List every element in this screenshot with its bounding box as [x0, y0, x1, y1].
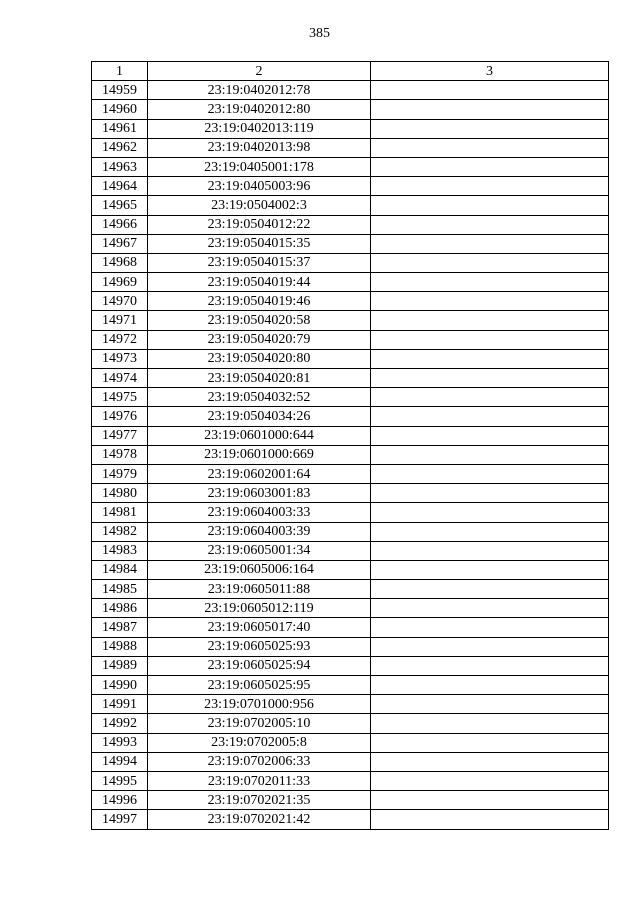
table-row [92, 599, 609, 618]
row-number-cell: 14977 [92, 426, 148, 445]
table-row [92, 522, 609, 541]
table-row [92, 445, 609, 464]
page-number: 385 [309, 26, 330, 41]
cadastral-number-cell: 23:19:0504034:26 [148, 407, 371, 426]
row-number-cell: 14976 [92, 407, 148, 426]
row-number-cell: 14984 [92, 560, 148, 579]
cadastral-number-cell: 23:19:0402012:78 [148, 81, 371, 100]
table-row [92, 311, 609, 330]
table-row [92, 196, 609, 215]
table-row [92, 100, 609, 119]
cadastral-number-cell: 23:19:0504019:44 [148, 273, 371, 292]
cadastral-number-cell: 23:19:0605011:88 [148, 580, 371, 599]
cadastral-number-cell: 23:19:0702011:33 [148, 771, 371, 790]
note-cell [371, 369, 609, 388]
cadastral-number-cell: 23:19:0702021:35 [148, 791, 371, 810]
note-cell [371, 464, 609, 483]
note-cell [371, 388, 609, 407]
cadastral-number-cell: 23:19:0702021:42 [148, 810, 371, 829]
registry-table [91, 61, 609, 830]
note-cell [371, 810, 609, 829]
table-header-row [92, 62, 609, 81]
table-row [92, 791, 609, 810]
cadastral-number-cell: 23:19:0702005:8 [148, 733, 371, 752]
row-number-cell: 14995 [92, 771, 148, 790]
table-row [92, 695, 609, 714]
row-number-cell: 14970 [92, 292, 148, 311]
cadastral-number-cell: 23:19:0402013:98 [148, 138, 371, 157]
table-row [92, 426, 609, 445]
note-cell [371, 637, 609, 656]
cadastral-number-cell: 23:19:0604003:39 [148, 522, 371, 541]
row-number-cell: 14994 [92, 752, 148, 771]
row-number-cell: 14959 [92, 81, 148, 100]
table-row [92, 273, 609, 292]
note-cell [371, 100, 609, 119]
cadastral-number-cell: 23:19:0504015:37 [148, 253, 371, 272]
note-cell [371, 157, 609, 176]
row-number-cell: 14981 [92, 503, 148, 522]
table-row [92, 119, 609, 138]
note-cell [371, 599, 609, 618]
column-header-2: 2 [148, 62, 371, 81]
note-cell [371, 215, 609, 234]
note-cell [371, 676, 609, 695]
table-row [92, 157, 609, 176]
row-number-cell: 14992 [92, 714, 148, 733]
row-number-cell: 14989 [92, 656, 148, 675]
note-cell [371, 445, 609, 464]
note-cell [371, 503, 609, 522]
column-header-3: 3 [371, 62, 609, 81]
table-row [92, 752, 609, 771]
cadastral-number-cell: 23:19:0702006:33 [148, 752, 371, 771]
row-number-cell: 14979 [92, 464, 148, 483]
note-cell [371, 177, 609, 196]
cadastral-number-cell: 23:19:0605025:94 [148, 656, 371, 675]
table-body [92, 81, 609, 829]
cadastral-number-cell: 23:19:0605017:40 [148, 618, 371, 637]
row-number-cell: 14987 [92, 618, 148, 637]
note-cell [371, 541, 609, 560]
cadastral-number-cell: 23:19:0605025:95 [148, 676, 371, 695]
row-number-cell: 14967 [92, 234, 148, 253]
row-number-cell: 14985 [92, 580, 148, 599]
cadastral-number-cell: 23:19:0701000:956 [148, 695, 371, 714]
cadastral-number-cell: 23:19:0504020:79 [148, 330, 371, 349]
cadastral-number-cell: 23:19:0605001:34 [148, 541, 371, 560]
note-cell [371, 656, 609, 675]
table-row [92, 292, 609, 311]
row-number-cell: 14964 [92, 177, 148, 196]
row-number-cell: 14966 [92, 215, 148, 234]
row-number-cell: 14973 [92, 349, 148, 368]
column-header-1: 1 [92, 62, 148, 81]
row-number-cell: 14983 [92, 541, 148, 560]
cadastral-number-cell: 23:19:0504015:35 [148, 234, 371, 253]
cadastral-number-cell: 23:19:0702005:10 [148, 714, 371, 733]
note-cell [371, 426, 609, 445]
row-number-cell: 14975 [92, 388, 148, 407]
row-number-cell: 14986 [92, 599, 148, 618]
row-number-cell: 14969 [92, 273, 148, 292]
row-number-cell: 14971 [92, 311, 148, 330]
row-number-cell: 14991 [92, 695, 148, 714]
table-row [92, 138, 609, 157]
cadastral-number-cell: 23:19:0504020:80 [148, 349, 371, 368]
row-number-cell: 14990 [92, 676, 148, 695]
row-number-cell: 14968 [92, 253, 148, 272]
table-row [92, 771, 609, 790]
table-row [92, 407, 609, 426]
table-row [92, 388, 609, 407]
note-cell [371, 407, 609, 426]
cadastral-number-cell: 23:19:0603001:83 [148, 484, 371, 503]
note-cell [371, 484, 609, 503]
note-cell [371, 330, 609, 349]
table-row [92, 580, 609, 599]
table-row [92, 484, 609, 503]
note-cell [371, 349, 609, 368]
cadastral-number-cell: 23:19:0504032:52 [148, 388, 371, 407]
table-row [92, 810, 609, 829]
table-row [92, 637, 609, 656]
note-cell [371, 292, 609, 311]
row-number-cell: 14960 [92, 100, 148, 119]
cadastral-number-cell: 23:19:0402012:80 [148, 100, 371, 119]
note-cell [371, 253, 609, 272]
note-cell [371, 138, 609, 157]
row-number-cell: 14963 [92, 157, 148, 176]
table-row [92, 676, 609, 695]
table-row [92, 81, 609, 100]
cadastral-number-cell: 23:19:0504012:22 [148, 215, 371, 234]
cadastral-number-cell: 23:19:0605006:164 [148, 560, 371, 579]
cadastral-number-cell: 23:19:0602001:64 [148, 464, 371, 483]
note-cell [371, 234, 609, 253]
cadastral-number-cell: 23:19:0504002:3 [148, 196, 371, 215]
table-row [92, 349, 609, 368]
note-cell [371, 311, 609, 330]
cadastral-number-cell: 23:19:0605012:119 [148, 599, 371, 618]
table-row [92, 234, 609, 253]
table-row [92, 215, 609, 234]
note-cell [371, 196, 609, 215]
note-cell [371, 695, 609, 714]
row-number-cell: 14980 [92, 484, 148, 503]
row-number-cell: 14996 [92, 791, 148, 810]
cadastral-number-cell: 23:19:0605025:93 [148, 637, 371, 656]
note-cell [371, 273, 609, 292]
row-number-cell: 14997 [92, 810, 148, 829]
table-row [92, 503, 609, 522]
cadastral-number-cell: 23:19:0402013:119 [148, 119, 371, 138]
table-row [92, 253, 609, 272]
table-row [92, 541, 609, 560]
cadastral-number-cell: 23:19:0601000:669 [148, 445, 371, 464]
note-cell [371, 81, 609, 100]
row-number-cell: 14982 [92, 522, 148, 541]
note-cell [371, 522, 609, 541]
table-row [92, 330, 609, 349]
row-number-cell: 14962 [92, 138, 148, 157]
note-cell [371, 560, 609, 579]
note-cell [371, 618, 609, 637]
table-row [92, 714, 609, 733]
row-number-cell: 14965 [92, 196, 148, 215]
table-row [92, 656, 609, 675]
row-number-cell: 14988 [92, 637, 148, 656]
table-row [92, 733, 609, 752]
table-row [92, 177, 609, 196]
row-number-cell: 14974 [92, 369, 148, 388]
cadastral-number-cell: 23:19:0405001:178 [148, 157, 371, 176]
cadastral-number-cell: 23:19:0504020:58 [148, 311, 371, 330]
note-cell [371, 119, 609, 138]
table-row [92, 560, 609, 579]
note-cell [371, 791, 609, 810]
cadastral-number-cell: 23:19:0405003:96 [148, 177, 371, 196]
note-cell [371, 733, 609, 752]
row-number-cell: 14993 [92, 733, 148, 752]
note-cell [371, 714, 609, 733]
row-number-cell: 14961 [92, 119, 148, 138]
note-cell [371, 580, 609, 599]
table-row [92, 618, 609, 637]
note-cell [371, 752, 609, 771]
cadastral-number-cell: 23:19:0601000:644 [148, 426, 371, 445]
table-row [92, 369, 609, 388]
row-number-cell: 14978 [92, 445, 148, 464]
row-number-cell: 14972 [92, 330, 148, 349]
cadastral-number-cell: 23:19:0604003:33 [148, 503, 371, 522]
cadastral-number-cell: 23:19:0504019:46 [148, 292, 371, 311]
table-row [92, 464, 609, 483]
cadastral-number-cell: 23:19:0504020:81 [148, 369, 371, 388]
note-cell [371, 771, 609, 790]
